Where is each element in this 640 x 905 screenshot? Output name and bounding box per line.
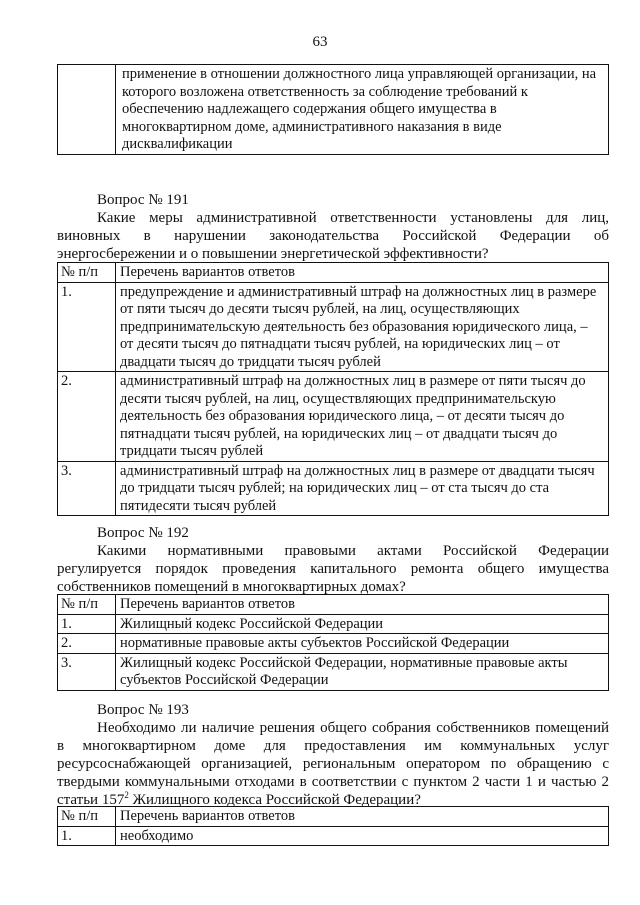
question-193-text-tail: Жилищного кодекса Российской Федерации? [128,792,421,808]
question-193-text [57,719,609,809]
answer-number: 1. [58,282,116,372]
answer-option-text: административный штраф на должностных лиц в размере от двадцати тысяч до тридцати тысяч рублей; на юридических лиц – от ста тысяч до ста пятидесяти тысяч рублей [116,461,609,516]
answer-number: 3. [58,461,116,516]
table-row [58,461,609,516]
answer-option-text: необходимо [116,826,609,846]
header-label: Перечень вариантов ответов [116,263,609,283]
answer-option-text: Жилищный кодекс Российской Федерации, нормативные правовые акты субъектов Российской Федерации [116,653,609,690]
answer-option-text: применение в отношении должностного лица управляющей организации, на которого возложена ответственность за соблюдение требований к обеспечению надлежащего содержания общего имущества в многоквартирном доме, административного наказания в виде дисквалификации [116,65,609,155]
answer-number: 1. [58,614,116,634]
table-row [58,282,609,372]
question-191-text: Какие меры административной ответственности установлены для лиц, виновных в нарушении законодательства Российской Федерации об энергосбережении и о повышении энергетической эффективности? [57,210,609,262]
table-header-row [58,263,609,283]
table-row [58,653,609,690]
table-row [58,65,609,155]
header-label: Перечень вариантов ответов [116,595,609,615]
answer-number: 2. [58,372,116,462]
continuation-table [57,64,609,155]
answer-number: 1. [58,826,116,846]
table-row [58,826,609,846]
table-row [58,372,609,462]
answer-number: 3. [58,653,116,690]
page-number: 63 [312,34,328,50]
row-number-cell [58,65,116,155]
answer-option-text: предупреждение и административный штраф на должностных лиц в размере от пяти тысяч до десяти тысяч рублей, на лиц, осуществляющих предпринимательскую деятельность без образования юридического лица, – от десяти тысяч до пятнадцати тысяч рублей, на юридических лиц – от двадцати тысяч до тридцати тысяч рублей [116,282,609,372]
answer-number: 2. [58,634,116,654]
question-193-answers-table [57,806,609,846]
answer-option-text: Жилищный кодекс Российской Федерации [116,614,609,634]
article-superscript: 2 [124,790,129,800]
question-192-title: Вопрос № 192 [97,525,189,541]
header-number: № п/п [58,807,116,827]
table-header-row [58,595,609,615]
header-label: Перечень вариантов ответов [116,807,609,827]
question-191-answers-table [57,262,609,516]
table-header-row [58,807,609,827]
answer-option-text: нормативные правовые акты субъектов Российской Федерации [116,634,609,654]
table-row [58,614,609,634]
question-193-text-main: Необходимо ли наличие решения общего собрания собственников помещений в многоквартирном доме для предоставления им коммунальных услуг ресурсоснабжающей организацией, региональным оператором по обращению с твердыми коммунальными отходами в соответствии с пунктом 2 части 1 и частью 2 статьи 157 [57,720,609,808]
answer-option-text: административный штраф на должностных лиц в размере от пяти тысяч до десяти тысяч рублей, на лиц, осуществляющих предпринимательскую деятельность без образования юридического лица, – от десяти тысяч до пятнадцати тысяч рублей, на юридических лиц – от двадцати тысяч до тридцати тысяч рублей [116,372,609,462]
question-193-title: Вопрос № 193 [97,702,189,718]
question-191-title: Вопрос № 191 [97,192,189,208]
question-192-text: Какими нормативными правовыми актами Российской Федерации регулируется порядок проведения капитального ремонта общего имущества собственников помещений в многоквартирных домах? [57,543,609,595]
question-192-answers-table [57,594,609,691]
header-number: № п/п [58,595,116,615]
header-number: № п/п [58,263,116,283]
table-row [58,634,609,654]
